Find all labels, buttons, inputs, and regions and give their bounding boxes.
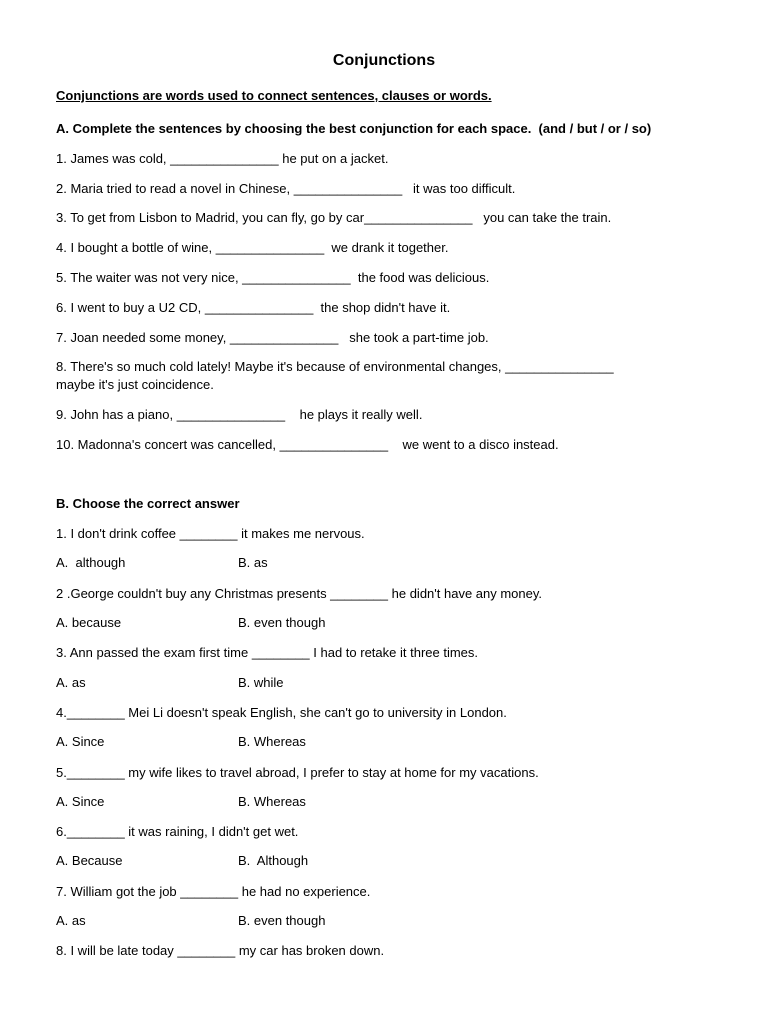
- exercise-b-question: 7. William got the job ________ he had no experience.: [56, 884, 371, 899]
- page-title: Conjunctions: [332, 52, 436, 69]
- exercise-a-item: 9. John has a piano, _______________ he plays it really well.: [56, 407, 423, 422]
- exercise-b-question: 4.________ Mei Li doesn't speak English, she can't go to university in London.: [56, 705, 507, 720]
- section-b-heading: B. Choose the correct answer: [56, 496, 240, 511]
- exercise-b-question: 2 .George couldn't buy any Christmas presents ________ he didn't have any money.: [56, 586, 543, 601]
- answer-option-a: A. as: [56, 913, 86, 928]
- exercise-a-item: 5. The waiter was not very nice, _______________ the food was delicious.: [56, 270, 490, 285]
- answer-option-a: A. although: [56, 555, 126, 570]
- exercise-b-question: 5.________ my wife likes to travel abroad, I prefer to stay at home for my vacations.: [56, 765, 539, 780]
- exercise-a-item: 10. Madonna's concert was cancelled, _______________ we went to a disco instead.: [56, 437, 559, 452]
- section-a-heading: A. Complete the sentences by choosing the best conjunction for each space. (and / but / or / so): [56, 121, 652, 136]
- exercise-a-item-continuation: maybe it's just coincidence.: [56, 377, 214, 392]
- answer-option-a: A. as: [56, 675, 86, 690]
- exercise-b-question: 6.________ it was raining, I didn't get wet.: [56, 824, 299, 839]
- exercise-b-question: 1. I don't drink coffee ________ it makes me nervous.: [56, 526, 365, 541]
- answer-option-b: B. while: [238, 675, 284, 690]
- exercise-b-question: 3. Ann passed the exam first time ________ I had to retake it three times.: [56, 645, 479, 660]
- answer-option-a: A. Since: [56, 734, 105, 749]
- answer-option-b: B. Whereas: [238, 794, 306, 809]
- exercise-a-item: 2. Maria tried to read a novel in Chinese, _______________ it was too difficult.: [56, 181, 516, 196]
- exercise-b-question: 8. I will be late today ________ my car has broken down.: [56, 943, 385, 958]
- answer-option-b: B. even though: [238, 615, 326, 630]
- answer-option-a: A. Because: [56, 853, 123, 868]
- exercise-a-item: 1. James was cold, _______________ he put on a jacket.: [56, 151, 389, 166]
- definition-text: Conjunctions are words used to connect sentences, clauses or words.: [56, 88, 492, 103]
- answer-option-b: B. Although: [238, 853, 309, 868]
- answer-option-b: B. Whereas: [238, 734, 306, 749]
- exercise-a-item: 4. I bought a bottle of wine, _______________ we drank it together.: [56, 240, 449, 255]
- exercise-a-item: 6. I went to buy a U2 CD, _______________ the shop didn't have it.: [56, 300, 451, 315]
- answer-option-b: B. even though: [238, 913, 326, 928]
- answer-option-a: A. Since: [56, 794, 105, 809]
- answer-option-b: B. as: [238, 555, 268, 570]
- exercise-a-item: 7. Joan needed some money, _______________ she took a part-time job.: [56, 330, 489, 345]
- answer-option-a: A. because: [56, 615, 122, 630]
- exercise-a-item: 8. There's so much cold lately! Maybe it's because of environmental changes, _______________: [56, 359, 614, 374]
- exercise-a-item: 3. To get from Lisbon to Madrid, you can fly, go by car_______________ you can take the train.: [56, 210, 612, 225]
